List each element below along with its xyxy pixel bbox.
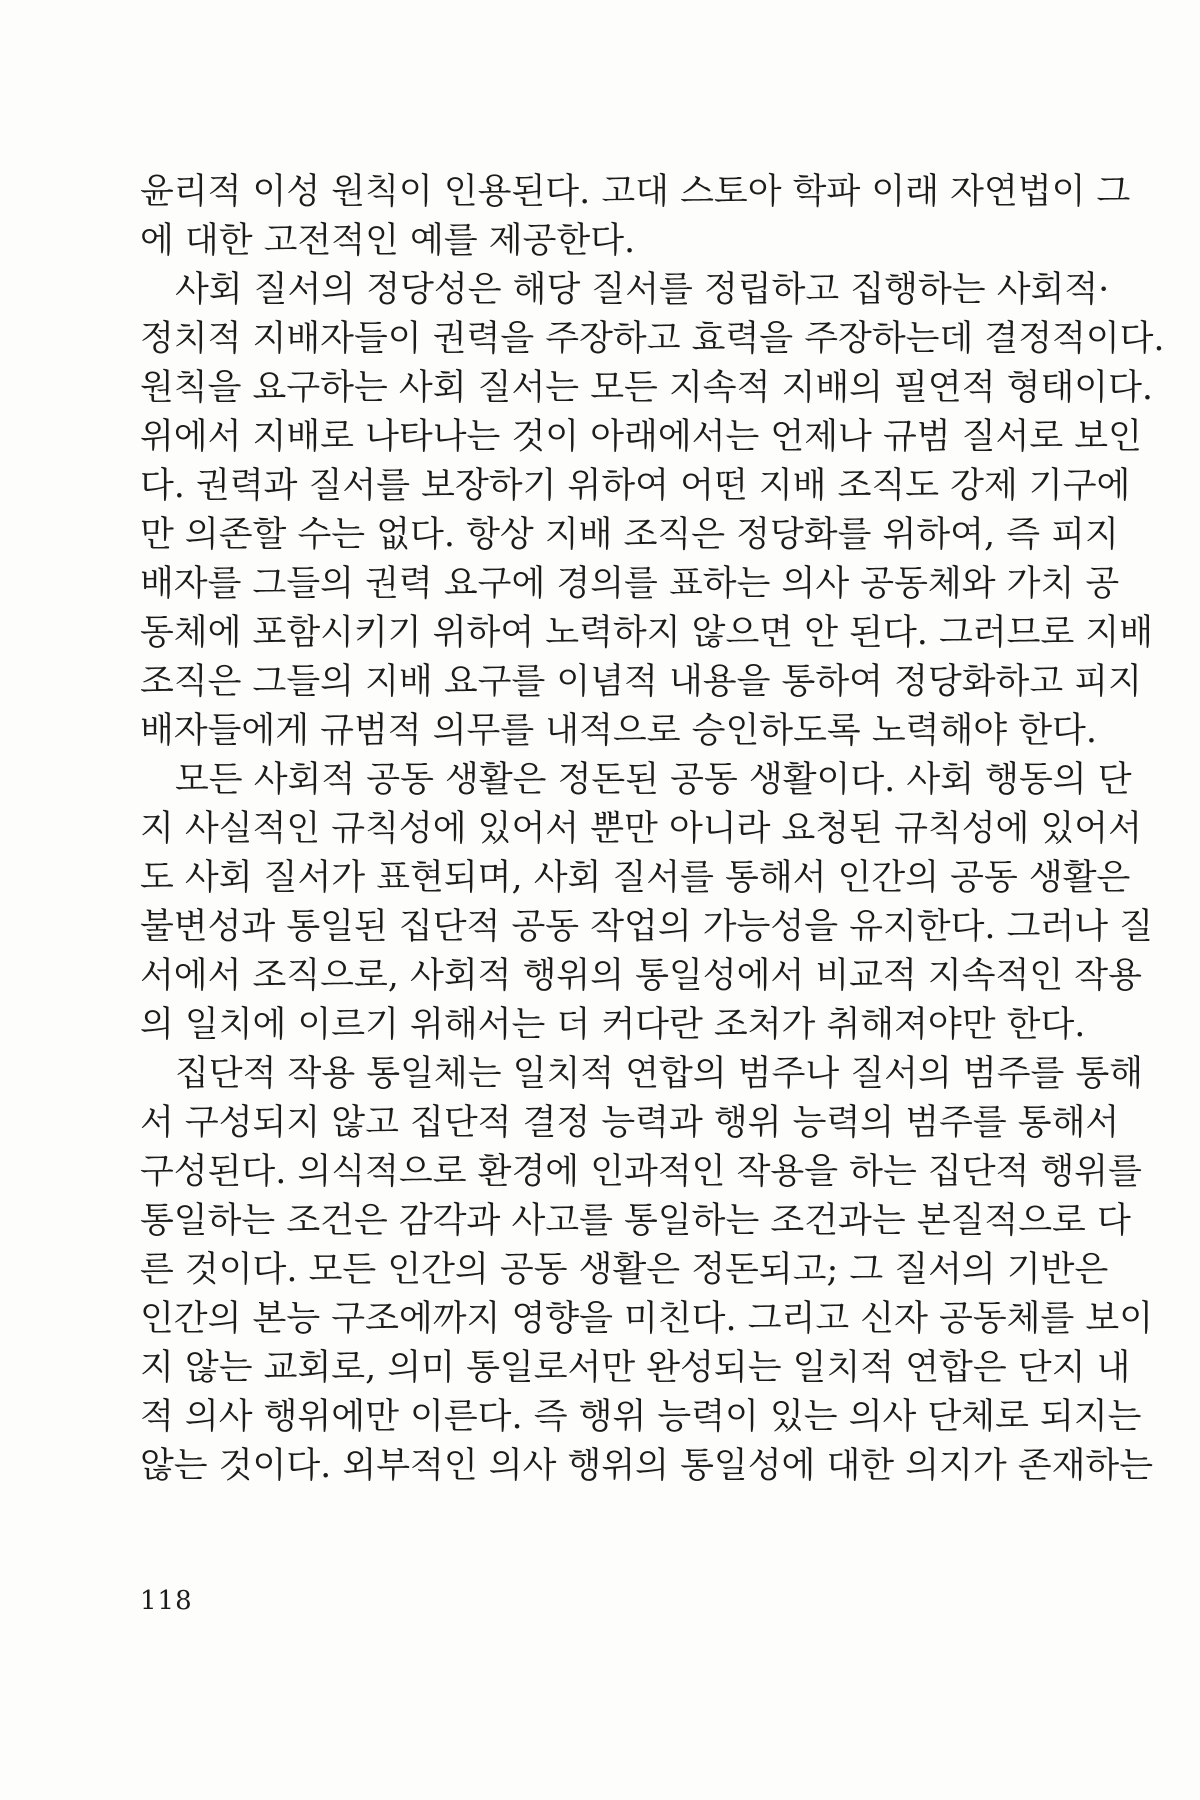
paragraph-4 <box>140 1050 1154 1491</box>
text-line: 에 대한 고전적인 예를 제공한다. <box>140 221 636 261</box>
text-line: 원칙을 요구하는 사회 질서는 모든 지속적 지배의 필연적 형태이다. <box>140 368 1154 408</box>
text-line: 조직은 그들의 지배 요구를 이념적 내용을 통하여 정당화하고 피지 <box>140 662 1142 702</box>
text-line: 정치적 지배자들이 권력을 주장하고 효력을 주장하는데 결정적이다. <box>140 319 1165 359</box>
text-line: 사회 질서의 정당성은 해당 질서를 정립하고 집행하는 사회적· <box>140 270 1110 310</box>
text-line: 통일하는 조건은 감각과 사고를 통일하는 조건과는 본질적으로 다 <box>140 1201 1131 1241</box>
text-line: 도 사회 질서가 표현되며, 사회 질서를 통해서 인간의 공동 생활은 <box>140 858 1131 898</box>
paragraph-1 <box>140 168 1131 266</box>
body-text <box>140 168 1165 1491</box>
text-line: 않는 것이다. 외부적인 의사 행위의 통일성에 대한 의지가 존재하는 <box>140 1446 1154 1486</box>
text-line: 위에서 지배로 나타나는 것이 아래에서는 언제나 규범 질서로 보인 <box>140 417 1142 457</box>
text-line: 만 의존할 수는 없다. 항상 지배 조직은 정당화를 위하여, 즉 피지 <box>140 515 1119 555</box>
text-line: 불변성과 통일된 집단적 공동 작업의 가능성을 유지한다. 그러나 질 <box>140 907 1154 947</box>
text-line: 배자를 그들의 권력 요구에 경의를 표하는 의사 공동체와 가치 공 <box>140 564 1120 604</box>
paragraph-3 <box>140 756 1154 1050</box>
text-line: 집단적 작용 통일체는 일치적 연합의 범주나 질서의 범주를 통해 <box>140 1054 1144 1094</box>
text-line: 배자들에게 규범적 의무를 내적으로 승인하도록 노력해야 한다. <box>140 711 1097 751</box>
text-line: 동체에 포함시키기 위하여 노력하지 않으면 안 된다. 그러므로 지배 <box>140 613 1154 653</box>
text-line: 지 사실적인 규칙성에 있어서 뿐만 아니라 요청된 규칙성에 있어서 <box>140 809 1142 849</box>
text-line: 윤리적 이성 원칙이 인용된다. 고대 스토아 학파 이래 자연법이 그 <box>140 172 1131 212</box>
page-number: 118 <box>140 1586 193 1616</box>
text-line: 다. 권력과 질서를 보장하기 위하여 어떤 지배 조직도 강제 기구에 <box>140 466 1131 506</box>
text-line: 서에서 조직으로, 사회적 행위의 통일성에서 비교적 지속적인 작용 <box>140 956 1142 996</box>
text-line: 지 않는 교회로, 의미 통일로서만 완성되는 일치적 연합은 단지 내 <box>140 1348 1131 1388</box>
text-line: 인간의 본능 구조에까지 영향을 미친다. 그리고 신자 공동체를 보이 <box>140 1299 1154 1339</box>
text-line: 적 의사 행위에만 이른다. 즉 행위 능력이 있는 의사 단체로 되지는 <box>140 1397 1142 1437</box>
paragraph-2 <box>140 266 1165 756</box>
text-line: 서 구성되지 않고 집단적 결정 능력과 행위 능력의 범주를 통해서 <box>140 1103 1120 1143</box>
text-line: 구성된다. 의식적으로 환경에 인과적인 작용을 하는 집단적 행위를 <box>140 1152 1142 1192</box>
text-line: 른 것이다. 모든 인간의 공동 생활은 정돈되고; 그 질서의 기반은 <box>140 1250 1109 1290</box>
text-line: 의 일치에 이르기 위해서는 더 커다란 조처가 취해져야만 한다. <box>140 1005 1086 1045</box>
text-line: 모든 사회적 공동 생활은 정돈된 공동 생활이다. 사회 행동의 단 <box>140 760 1132 800</box>
